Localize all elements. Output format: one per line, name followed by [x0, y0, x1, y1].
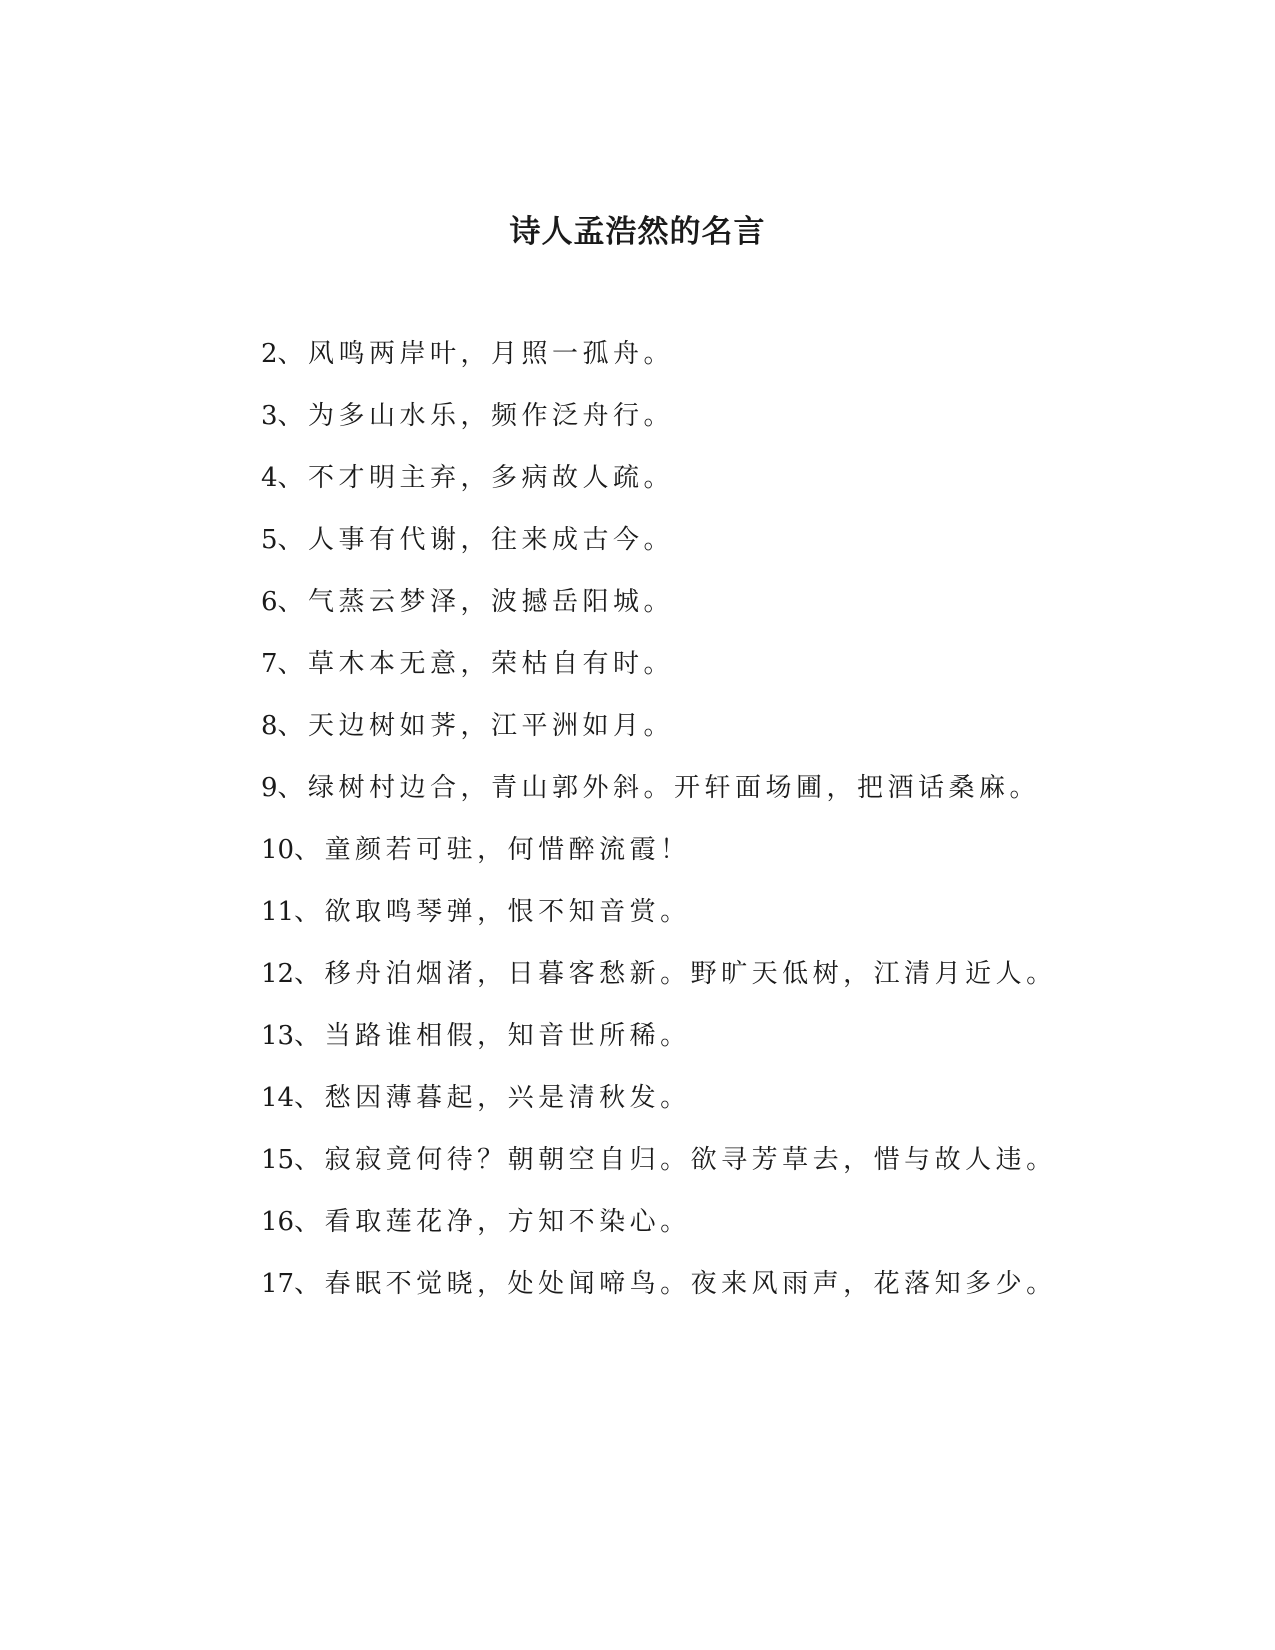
- quote-text: 、春眠不觉晓，处处闻啼鸟。夜来风雨声，花落知多少。: [294, 1269, 1057, 1299]
- quote-line: [261, 892, 1221, 954]
- quote-line: [261, 644, 1221, 706]
- quote-line: [261, 520, 1221, 582]
- quote-number: 14: [261, 1083, 295, 1113]
- quote-number: 6: [261, 587, 278, 617]
- quote-line: [261, 954, 1221, 1016]
- quote-text: 、看取莲花净，方知不染心。: [294, 1207, 691, 1237]
- quote-text: 、欲取鸣琴弹，恨不知音赏。: [294, 897, 691, 927]
- quote-line: [261, 1078, 1221, 1140]
- quote-number: 16: [261, 1207, 295, 1237]
- quote-line: [261, 1264, 1221, 1326]
- quote-line: [261, 768, 1221, 830]
- quote-line: [261, 458, 1221, 520]
- quote-line: [261, 1016, 1221, 1078]
- quote-text: 、天边树如荠，江平洲如月。: [277, 711, 675, 741]
- quote-number: 4: [261, 463, 278, 493]
- quote-line: [261, 334, 1221, 396]
- quote-list: [261, 334, 1221, 1326]
- quote-line: [261, 706, 1221, 768]
- quote-text: 、移舟泊烟渚，日暮客愁新。野旷天低树，江清月近人。: [294, 959, 1057, 989]
- quote-number: 2: [261, 339, 278, 369]
- quote-text: 、寂寂竟何待？朝朝空自归。欲寻芳草去，惜与故人违。: [294, 1145, 1057, 1175]
- quote-text: 、童颜若可驻，何惜醉流霞！: [294, 835, 691, 865]
- quote-line: [261, 1202, 1221, 1264]
- quote-number: 7: [261, 649, 278, 679]
- quote-number: 8: [261, 711, 278, 741]
- quote-text: 、人事有代谢，往来成古今。: [277, 525, 675, 555]
- quote-text: 、愁因薄暮起，兴是清秋发。: [294, 1083, 691, 1113]
- quote-number: 11: [261, 897, 295, 927]
- quote-number: 12: [261, 959, 295, 989]
- quote-number: 9: [261, 773, 278, 803]
- quote-text: 、草木本无意，荣枯自有时。: [277, 649, 675, 679]
- quote-text: 、当路谁相假，知音世所稀。: [294, 1021, 691, 1051]
- quote-text: 、不才明主弃，多病故人疏。: [277, 463, 675, 493]
- document-title: 诗人孟浩然的名言: [509, 214, 766, 250]
- quote-text: 、风鸣两岸叶，月照一孤舟。: [277, 339, 675, 369]
- quote-number: 3: [261, 401, 278, 431]
- quote-line: [261, 582, 1221, 644]
- quote-number: 13: [261, 1021, 295, 1051]
- quote-line: [261, 1140, 1221, 1202]
- quote-number: 17: [261, 1269, 295, 1299]
- quote-line: [261, 830, 1221, 892]
- quote-number: 15: [261, 1145, 295, 1175]
- quote-number: 5: [261, 525, 278, 555]
- quote-line: [261, 396, 1221, 458]
- quote-text: 、气蒸云梦泽，波撼岳阳城。: [277, 587, 675, 617]
- quote-number: 10: [261, 835, 295, 865]
- quote-text: 、为多山水乐，频作泛舟行。: [277, 401, 675, 431]
- quote-text: 、绿树村边合，青山郭外斜。开轩面场圃，把酒话桑麻。: [277, 773, 1041, 803]
